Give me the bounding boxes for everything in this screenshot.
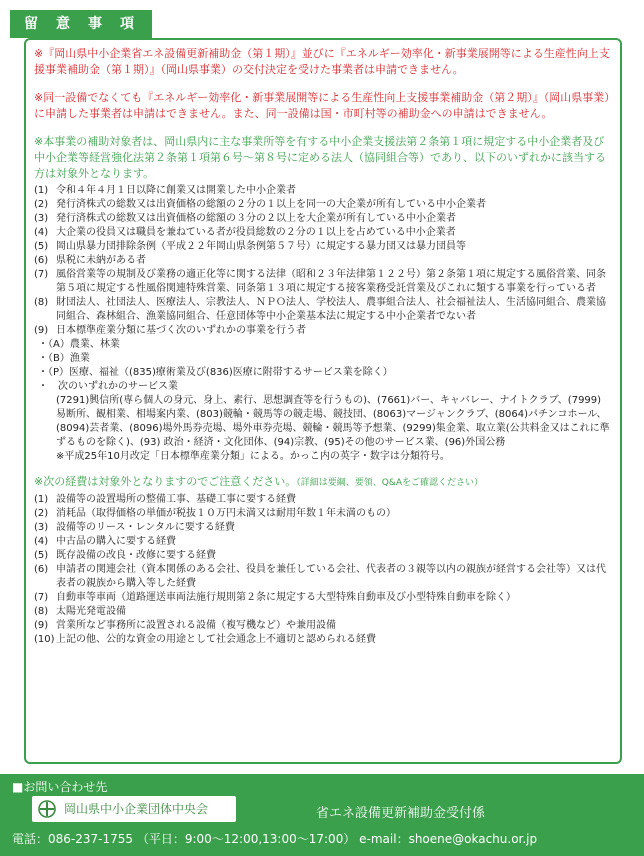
contact-info: 電話：086-237-1755 （平日：9:00～12:00,13:00～17:00） e-mail：shoene@okachu.or.jp bbox=[12, 832, 538, 846]
list-item: (10)上記の他、公的な資金の用途として社会通念上不適切と認められる経費 bbox=[34, 634, 376, 645]
list-item: (9) 営業所など事務所に設置される設備（複写機など）や兼用設備 bbox=[34, 620, 336, 631]
eligibility-intro: ※本事業の補助対象者は、岡山県内に主な事業所等を有する中小企業支援法第２条第１項に規定する中小企業者及び中小企業等経営強化法第２条第１項第６号～第８号に定める法人（協同組合等）であり、以下のいずれかに該当する方は対象外となります。 bbox=[34, 135, 606, 180]
list-item: (4) 中古品の購入に要する経費 bbox=[34, 536, 176, 547]
list-item: (1) 設備等の設置場所の整備工事、基礎工事に要する経費 bbox=[34, 494, 296, 505]
sub-item: ・ 次のいずれかのサービス業 bbox=[38, 381, 178, 392]
list-item: (7) 自動車等車両（道路運送車両法施行規則第２条に規定する大型特殊自動車及び小型特殊自動車を除く） bbox=[34, 592, 516, 603]
list-item: (8) 太陽光発電設備 bbox=[34, 606, 126, 617]
list-item: (2) 消耗品（取得価格の単価が税抜１０万円未満又は耐用年数１年未満のもの） bbox=[34, 508, 396, 519]
list-item: (4) 大企業の役員又は職員を兼ねている者が役員総数の２分の１以上を占めている中小企業者 bbox=[34, 227, 456, 238]
org-logo-box bbox=[32, 796, 236, 822]
revision-note: ※平成25年10月改定「日本標準産業分類」による。かっこ内の英字・数字は分類符号。 bbox=[56, 451, 450, 462]
expenses-intro: ※次の経費は対象外となりますのでご注意ください。（詳細は要綱、要領、Q&Aをご確認ください） bbox=[34, 475, 483, 488]
inquiry-heading: ■お問い合わせ先 bbox=[12, 780, 108, 794]
sub-item: ・（P）医療、福祉（(835)療術業及び(836)医療に附帯するサービス業を除く） bbox=[38, 367, 393, 378]
reception-desk: 省エネ設備更新補助金受付係 bbox=[316, 806, 486, 821]
list-item: (9) 日本標準産業分類に基づく次のいずれかの事業を行う者 bbox=[34, 325, 306, 336]
list-item: (2) 発行済株式の総数又は出資価格の総額の２分の１以上を同一の大企業が所有している中小企業者 bbox=[34, 199, 486, 210]
list-item: (5) 既存設備の改良・改修に要する経費 bbox=[34, 550, 216, 561]
list-item: (8) 財団法人、社団法人、医療法人、宗教法人、ＮＰＯ法人、学校法人、農事組合法人、社会福祉法人、生活協同組合、農業協同組合、森林組合、漁業協同組合、任意団体等中小企業基本法に規定する中小企業者でない者 bbox=[34, 297, 606, 322]
org-name: 岡山県中小企業団体中央会 bbox=[64, 802, 209, 816]
section-tab bbox=[10, 10, 152, 38]
sub-item: ・（B）漁業 bbox=[38, 353, 90, 364]
list-item: (6) 県税に未納がある者 bbox=[34, 255, 146, 266]
section-title: 留 意 事 項 bbox=[24, 16, 136, 32]
eligibility-list bbox=[34, 184, 610, 464]
list-item: (3) 設備等のリース・レンタルに要する経費 bbox=[34, 522, 235, 533]
list-item: (1) 令和４年４月１日以降に創業又は開業した中小企業者 bbox=[34, 185, 296, 196]
expenses-intro-note: （詳細は要綱、要領、Q&Aをご確認ください） bbox=[296, 478, 483, 488]
notice-1: ※『岡山県中小企業省エネ設備更新補助金（第１期）』並びに『エネルギー効率化・新事業展開等による生産性向上支援事業補助金（第１期）』（岡山県事業）の交付決定を受けた事業者は申請できません。 bbox=[34, 47, 610, 76]
list-item: (7) 風俗営業等の規制及び業務の適正化等に関する法律（昭和２３年法律第１２２号）第２条第１項に規定する風俗営業、同条第５項に規定する性風俗関連特殊営業、同条第１３項に規定する接客業務受託営業及びこれに類する事業を行っている者 bbox=[34, 269, 606, 294]
sub-item: ・（A）農業、林業 bbox=[38, 339, 120, 350]
org-logo-icon bbox=[38, 800, 56, 818]
service-list: (7291)興信所(専ら個人の身元、身上、素行、思想調査等を行うもの)、(7661)バー、キャバレー、ナイトクラブ、(7999)易断所、観相業、相場案内業、(803)競輪・競馬等の競走場、競技団、(8063)マージャンクラブ、(8064)パチンコホール、(8094)芸者業、(8096)場外馬券売場、場外車券売場、競輪・競馬等予想業、(9299)集金業、取立業(公共料金又はこれに準ずるものを除く)、(93) 政治・経済・文化団体、(94)宗教、(95)その他のサービス業、(96)外国公務 bbox=[56, 395, 610, 448]
contact-footer bbox=[0, 774, 644, 856]
expenses-list bbox=[34, 493, 610, 647]
notes-panel bbox=[24, 38, 622, 764]
list-item: (3) 発行済株式の総数又は出資価格の総額の３分の２以上を大企業が所有している中小企業者 bbox=[34, 213, 456, 224]
list-item: (6) 申請者の関連会社（資本関係のある会社、役員を兼任している会社、代表者の３親等以内の親族が経営する会社等）又は代表者の親族から購入等した経費 bbox=[34, 564, 606, 589]
notice-2: ※同一設備でなくても『エネルギー効率化・新事業展開等による生産性向上支援事業補助金（第２期）』（岡山県事業）に申請した事業者は申請はできません。また、同一設備は国・市町村等の補助金への申請はできません。 bbox=[34, 91, 610, 120]
list-item: (5) 岡山県暴力団排除条例（平成２２年岡山県条例第５７号）に規定する暴力団又は暴力団員等 bbox=[34, 241, 466, 252]
